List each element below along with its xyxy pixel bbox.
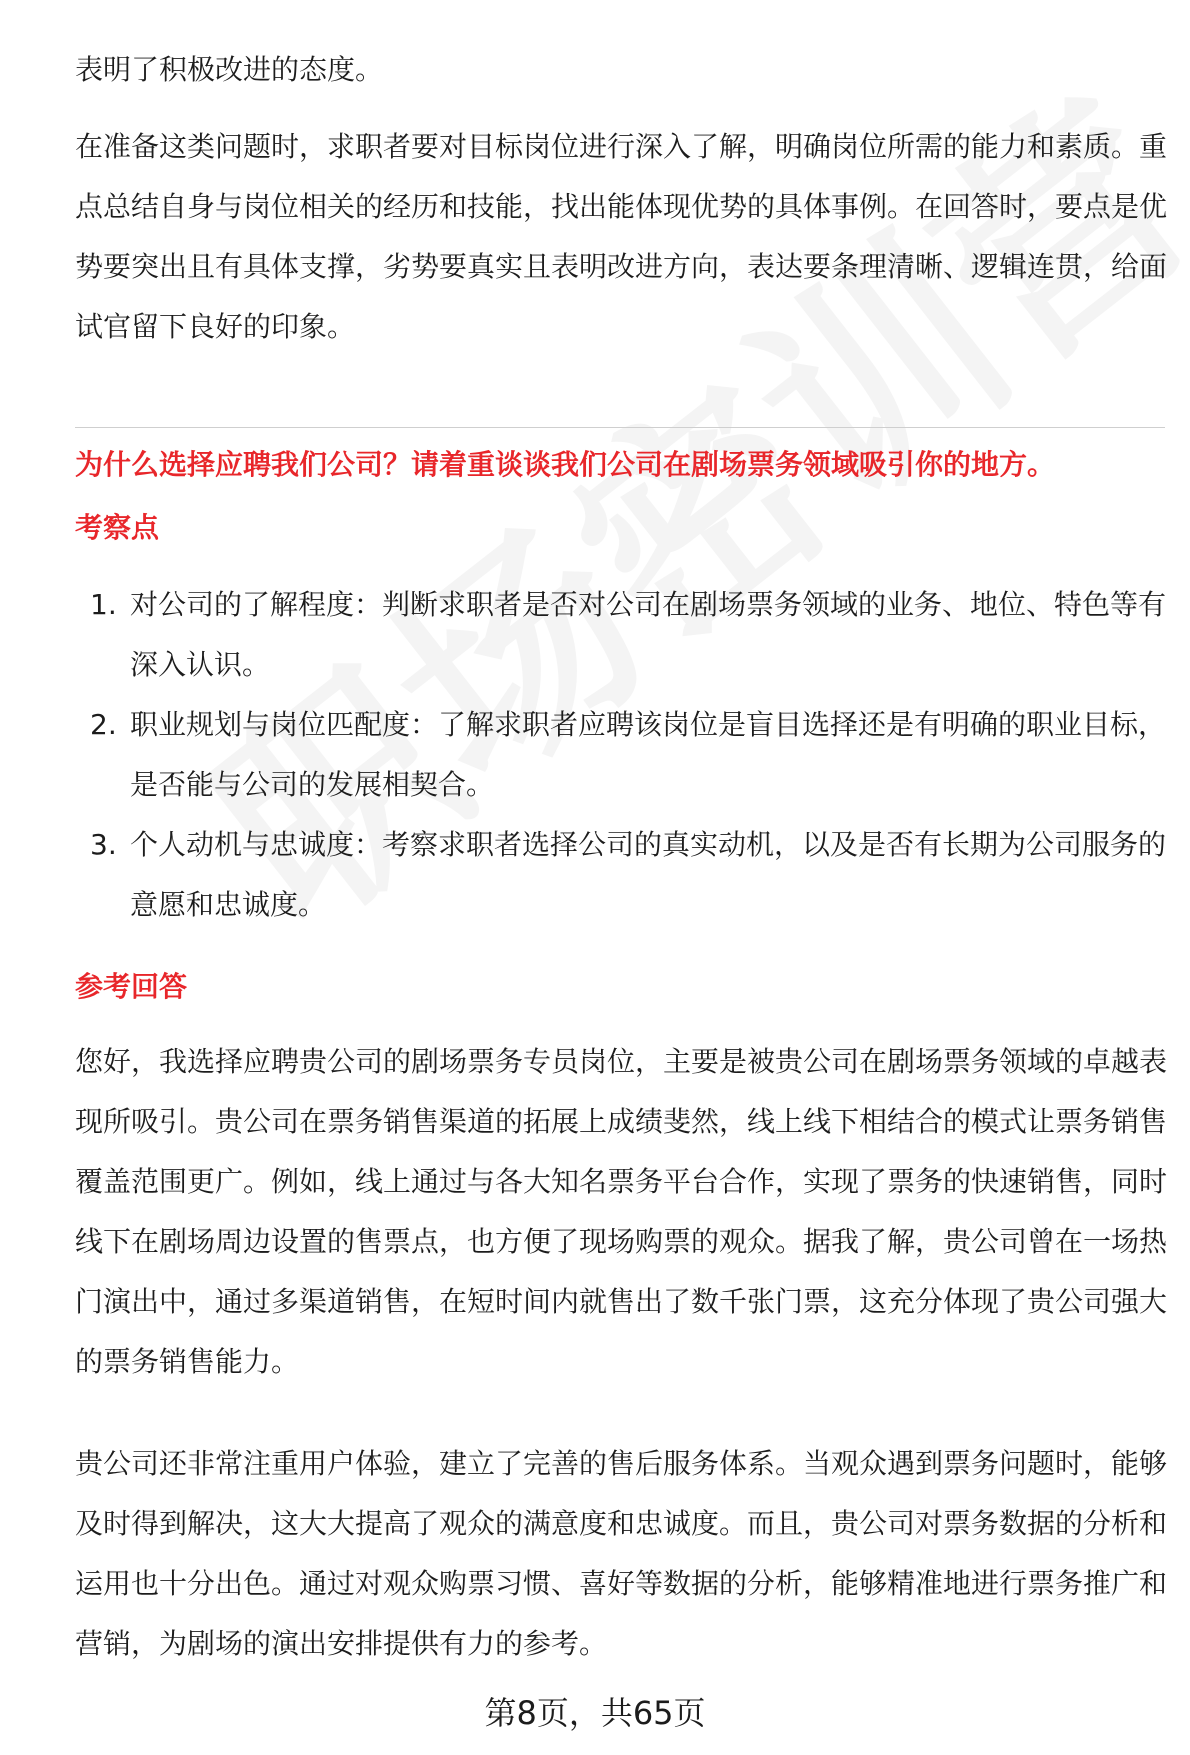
paragraph-intro-end: 表明了积极改进的态度。 <box>75 53 384 86</box>
section-divider <box>75 427 1165 428</box>
paragraph-preparation-tips: 在准备这类问题时，求职者要对目标岗位进行深入了解，明确岗位所需的能力和素质。重点总结自身与岗位相关的经历和技能，找出能体现优势的具体事例。在回答时，要点是优势要突出且有具体支撑，劣势要真实且表明改进方向，表达要条理清晰、逻辑连贯，给面试官留下良好的印象。 <box>75 130 1168 343</box>
list-item <box>75 575 1170 695</box>
list-item <box>75 695 1170 815</box>
list-item-number: 3. <box>90 828 117 861</box>
list-item-number: 1. <box>90 588 117 621</box>
page-number-footer: 第8页，共65页 <box>484 1694 706 1732</box>
answer-paragraph: 您好，我选择应聘贵公司的剧场票务专员岗位，主要是被贵公司在剧场票务领域的卓越表现所吸引。贵公司在票务销售渠道的拓展上成绩斐然，线上线下相结合的模式让票务销售覆盖范围更广。例如，线上通过与各大知名票务平台合作，实现了票务的快速销售，同时线下在剧场周边设置的售票点，也方便了现场购票的观众。据我了解，贵公司曾在一场热门演出中，通过多渠道销售，在短时间内就售出了数千张门票，这充分体现了贵公司强大的票务销售能力。 <box>75 1045 1168 1378</box>
interview-question: 为什么选择应聘我们公司？请着重谈谈我们公司在剧场票务领域吸引你的地方。 <box>75 448 1056 481</box>
list-item-text: 对公司的了解程度：判断求职者是否对公司在剧场票务领域的业务、地位、特色等有深入认识。 <box>130 588 1167 681</box>
list-item-text: 职业规划与岗位匹配度：了解求职者应聘该岗位是盲目选择还是有明确的职业目标，是否能与公司的发展相契合。 <box>130 708 1167 801</box>
section-heading-reference-answer: 参考回答 <box>75 970 188 1003</box>
answer-paragraph: 贵公司还非常注重用户体验，建立了完善的售后服务体系。当观众遇到票务问题时，能够及时得到解决，这大大提高了观众的满意度和忠诚度。而且，贵公司对票务数据的分析和运用也十分出色。通过对观众购票习惯、喜好等数据的分析，能够精准地进行票务推广和营销，为剧场的演出安排提供有力的参考。 <box>75 1447 1168 1660</box>
assessment-points-list <box>75 575 1170 935</box>
list-item-text: 个人动机与忠诚度：考察求职者选择公司的真实动机，以及是否有长期为公司服务的意愿和忠诚度。 <box>130 828 1167 921</box>
section-heading-assessment-points: 考察点 <box>75 511 160 544</box>
list-item-number: 2. <box>90 708 117 741</box>
list-item <box>75 815 1170 935</box>
